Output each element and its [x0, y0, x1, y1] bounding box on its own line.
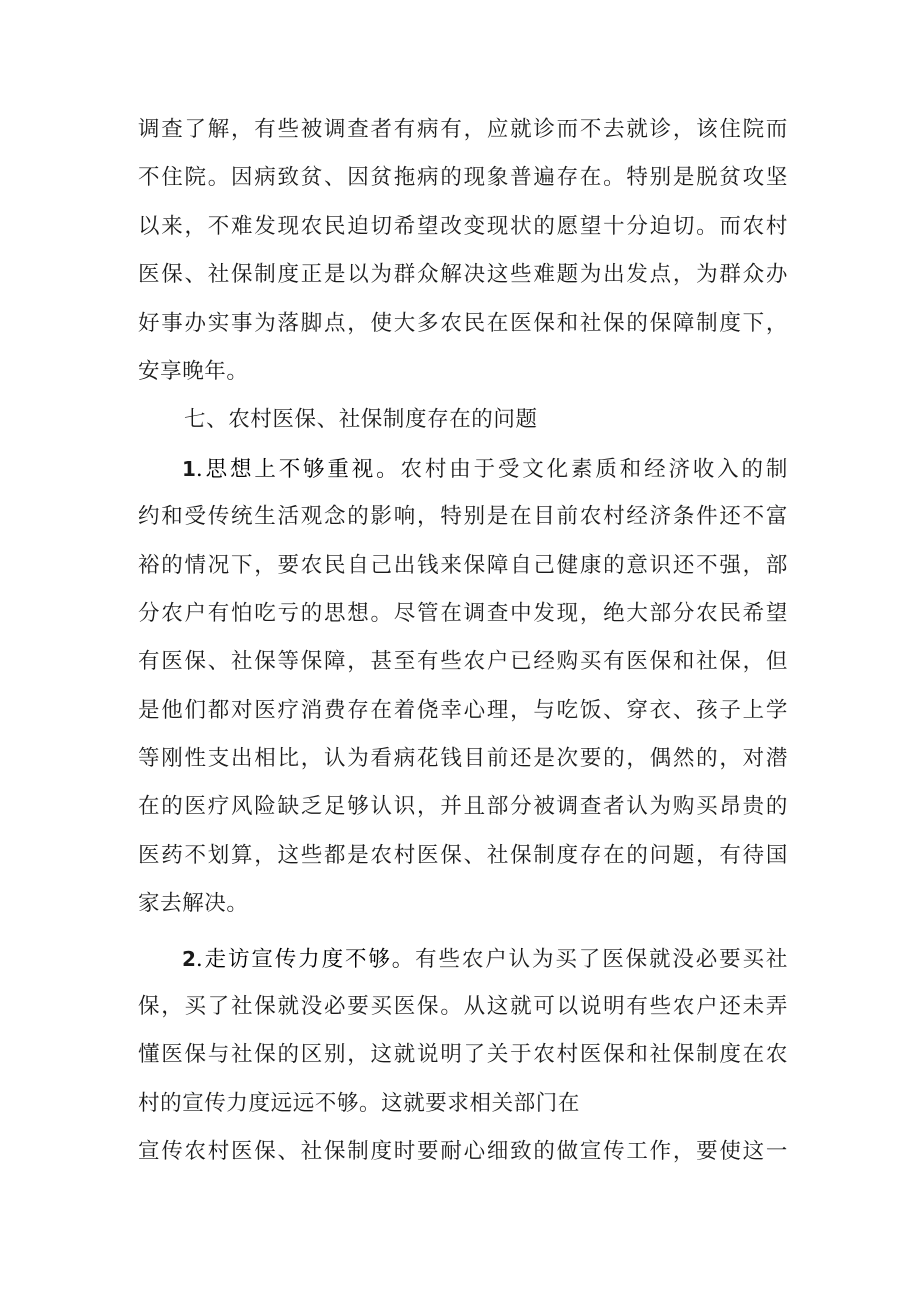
- paragraph-line: 懂医保与社保的区别，这就说明了关于农村医保和社保制度在农: [138, 1042, 788, 1068]
- paragraph-line: 医保、社保制度正是以为群众解决这些难题为出发点，为群众办: [138, 262, 788, 288]
- section-heading: 七、农村医保、社保制度存在的问题: [184, 407, 538, 433]
- paragraph-line: 约和受传统生活观念的影响，特别是在目前农村经济条件还不富: [138, 504, 788, 530]
- paragraph-first-line: [138, 935, 788, 983]
- paragraph-first-line: [138, 445, 788, 493]
- paragraph-line: 保，买了社保就没必要买医保。从这就可以说明有些农户还未弄: [138, 994, 788, 1020]
- paragraph-line: 分农户有怕吃亏的思想。尽管在调查中发现，绝大部分农民希望: [138, 600, 788, 626]
- item-number: 1: [182, 456, 196, 481]
- paragraph-line: 等刚性支出相比，认为看病花钱目前还是次要的，偶然的，对潜: [138, 746, 788, 772]
- paragraph-2: [138, 445, 788, 929]
- paragraph-line: 家去解决。: [138, 891, 249, 917]
- paragraph-line: 在的医疗风险缺乏足够认识，并且部分被调查者认为购买昂贵的: [138, 794, 788, 820]
- paragraph-line: 村的宣传力度远远不够。这就要求相关部门在: [138, 1090, 581, 1116]
- paragraph-line: 好事办实事为落脚点，使大多农民在医保和社保的保障制度下，: [138, 310, 788, 336]
- paragraph-line: 调查了解，有些被调查者有病有，应就诊而不去就诊，该住院而: [138, 117, 788, 142]
- paragraph-line: 医药不划算，这些都是农村医保、社保制度存在的问题，有待国: [138, 842, 788, 868]
- paragraph-line: 宣传农村医保、社保制度时要耐心细致的做宣传工作，要使这一: [138, 1139, 788, 1165]
- document-body: [138, 106, 788, 1177]
- paragraph-1: [138, 106, 788, 396]
- paragraph-line: 裕的情况下，要农民自己出钱来保障自己健康的意识还不强，部: [138, 552, 788, 578]
- paragraph-line-rest: 农村由于受文化素质和经济收入的制: [400, 456, 788, 482]
- paragraph-line: 是他们都对医疗消费存在着侥幸心理，与吃饭、穿衣、孩子上学: [138, 697, 788, 723]
- paragraph-3: [138, 935, 788, 1177]
- paragraph-line: 安享晚年。: [138, 358, 249, 384]
- item-number: 2: [182, 946, 196, 971]
- paragraph-line: 不住院。因病致贫、因贫拖病的现象普遍存在。特别是脱贫攻坚: [138, 165, 788, 191]
- item-lead-title: .走访宣传力度不够。: [195, 946, 416, 972]
- paragraph-line-rest: 有些农户认为买了医保就没必要买社: [415, 946, 788, 972]
- paragraph-line: 有医保、社保等保障，甚至有些农户已经购买有医保和社保，但: [138, 649, 788, 675]
- item-lead-title: .思想上不够重视。: [195, 456, 401, 482]
- paragraph-line: 以来，不难发现农民迫切希望改变现状的愿望十分迫切。而农村: [138, 213, 788, 239]
